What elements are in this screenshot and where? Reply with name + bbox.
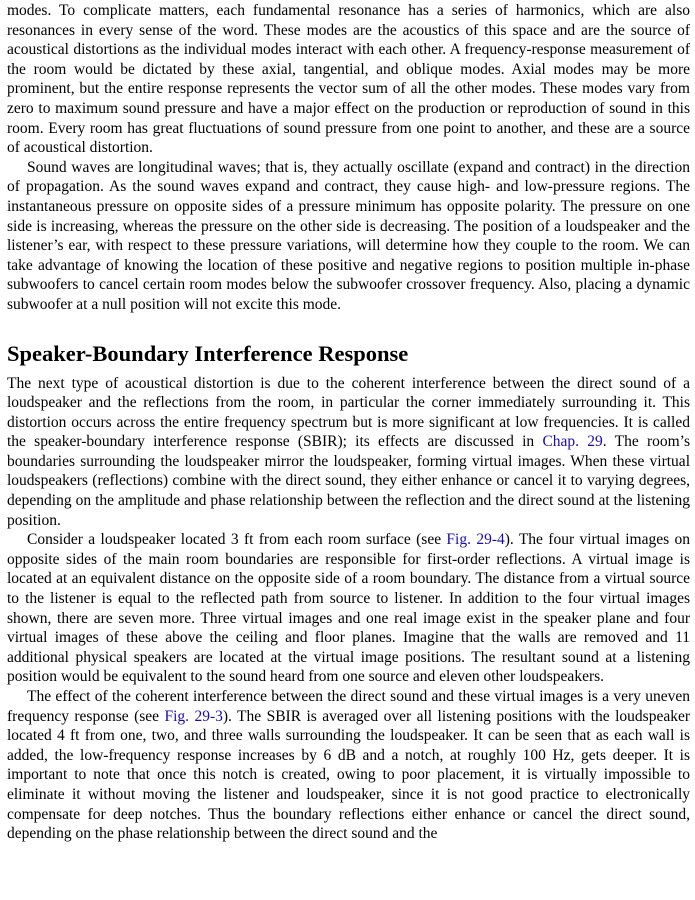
document-page xyxy=(7,0,690,844)
paragraph-text: The effect of the coherent interference between the direct sound and these virtual images is a very uneven frequency response (see xyxy=(7,688,690,725)
paragraph-room-modes: modes. To complicate matters, each fundamental resonance has a series of harmonics, which are also resonances in every sense of the word. These modes are the acoustics of this space and are the source of acoustical distortions as the individual modes interact with each other. A frequency-response measurement of the room would be dictated by these axial, tangential, and oblique modes. Axial modes may be more prominent, but the entire response represents the vector sum of all the other modes. These modes vary from zero to maximum sound pressure and have a major effect on the production or reproduction of sound in this room. Every room has great fluctuations of sound pressure from one point to another, and these are a source of acoustical distortion. xyxy=(7,2,690,157)
figure-29-3-link[interactable]: Fig. 29-3 xyxy=(164,707,223,725)
section-heading: Speaker-Boundary Interference Response xyxy=(7,340,409,366)
paragraph-text: ). The four virtual images on opposite sides of the main room boundaries are responsible for first-order reflections. A virtual image is located at an equivalent distance on the opposite side of a room boundary. The distance from a virtual source to the listener is equal to the reflected path from source to listener. In addition to the four virtual images shown, there are seven more. Three virtual images and one real image exist in the speaker plane and four virtual images of these above the ceiling and floor planes. Imagine that the walls are removed and 11 additional physical speakers are located at the virtual image positions. The resultant sound at a listening position would be equivalent to the sound heard from one source and eleven other loudspeakers. xyxy=(7,531,690,686)
paragraph-coherent-interference xyxy=(7,687,690,844)
paragraph-text: . The room’s boundaries surrounding the loudspeaker mirror the loudspeaker, forming virtual images. When these virtual loudspeakers (reflections) combine with the direct sound, they either enhance or cancel it to varying degrees, depending on the amplitude and phase relationship between the reflection and the direct sound at the listening position. xyxy=(7,433,691,529)
paragraph-longitudinal-waves: Sound waves are longitudinal waves; that is, they actually oscillate (expand and contract) in the direction of propagation. As the sound waves expand and contract, they cause high- and low-pressure regions. The instantaneous pressure on opposite sides of a pressure minimum has opposite polarity. The pressure on one side is increasing, whereas the pressure on the other side is decreasing. The position of a loudspeaker and the listener’s ear, with respect to these pressure variations, will determine how they couple to the room. We can take advantage of knowing the location of these positive and negative regions to position multiple in-phase subwoofers to cancel certain room modes below the subwoofer crossover frequency. Also, placing a dynamic subwoofer at a null position will not excite this mode. xyxy=(7,158,690,313)
paragraph-text: ). The SBIR is averaged over all listening positions with the loudspeaker located 4 ft from one, two, and three walls surrounding the loudspeaker. It can be seen that as each wall is added, the low-frequency response increases by 6 dB and a notch, at roughly 100 Hz, gets deeper. It is important to note that once this notch is created, owing to poor placement, it is virtually impossible to eliminate it without moving the listener and loudspeaker, since it is not good practice to electronically compensate for deep notches. Thus the boundary reflections either enhance or cancel the direct sound, depending on the phase relationship between the direct sound and the xyxy=(7,707,690,843)
paragraph-text: The next type of acoustical distortion is due to the coherent interference between the direct sound of a loudspeaker and the reflections from the room, in particular the corner immediately surrounding it. This distortion occurs across the entire frequency spectrum but is more significant at low frequencies. It is called the speaker-boundary interference response (SBIR); its effects are discussed in xyxy=(7,374,690,451)
paragraph-text: Consider a loudspeaker located 3 ft from each room surface (see xyxy=(27,531,447,549)
chapter-29-link[interactable]: Chap. 29 xyxy=(542,433,603,451)
paragraph-virtual-images xyxy=(7,530,690,687)
figure-29-4-link[interactable]: Fig. 29-4 xyxy=(446,531,505,549)
paragraph-sbir-intro xyxy=(7,374,690,531)
